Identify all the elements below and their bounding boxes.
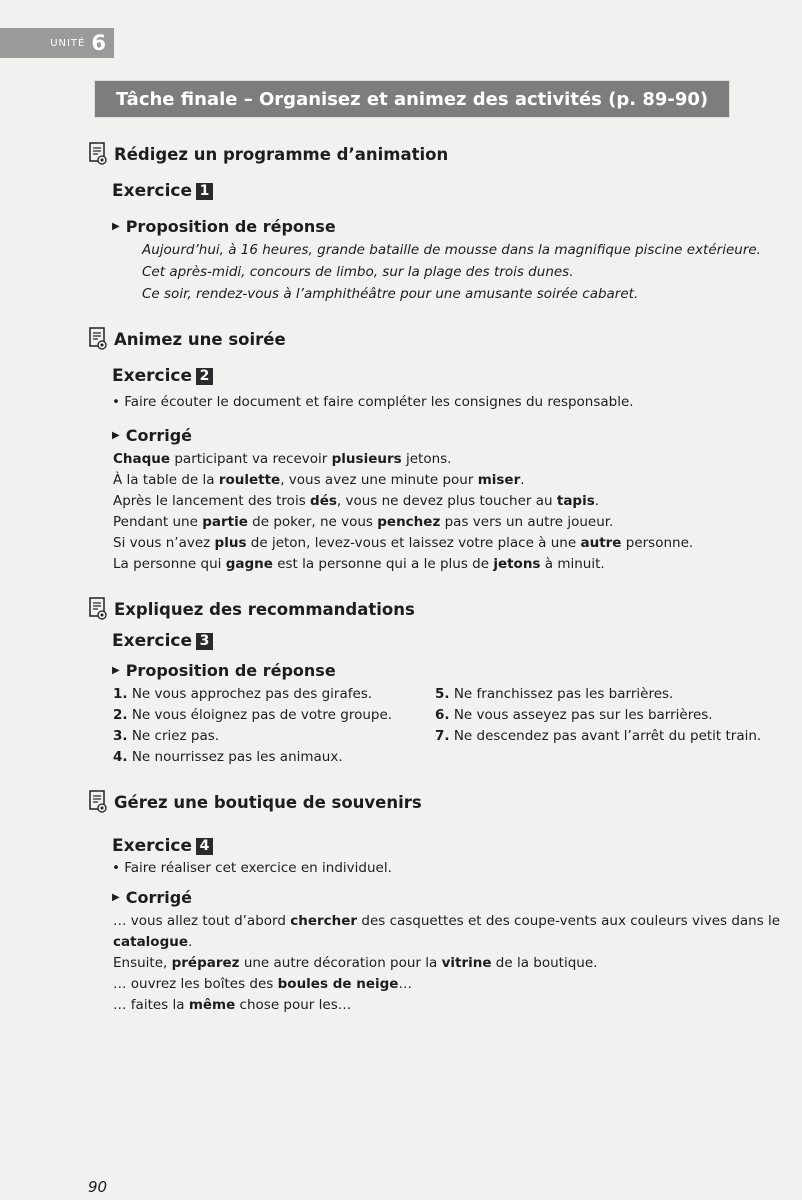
- subheading-text: Corrigé: [125, 426, 193, 445]
- exercise-number: 1: [196, 183, 213, 200]
- exercise-3-heading: [112, 631, 793, 651]
- text-line: Pendant une partie de poker, ne vous penchez pas vers un autre joueur.: [113, 514, 614, 530]
- exercise-1-heading: [112, 181, 793, 201]
- section-title-3: [88, 597, 793, 621]
- exercise-label: Exercice: [112, 366, 193, 386]
- list-item: 2. Ne vous éloignez pas de votre groupe.: [113, 707, 393, 723]
- document-icon: [88, 790, 108, 814]
- corrige-2-text: [113, 449, 793, 575]
- document-icon: [88, 597, 108, 621]
- subheading-corrige-2: [112, 426, 793, 445]
- document-icon: [88, 327, 108, 351]
- section-title-text: Expliquez des recommandations: [114, 599, 415, 619]
- recommendations-list: [113, 684, 793, 768]
- task-banner: Tâche finale – Organisez et animez des activités (p. 89-90): [94, 80, 730, 118]
- text-line: Si vous n’avez plus de jeton, levez-vous et laissez votre place à une autre personne.: [113, 535, 694, 551]
- subheading-text: Corrigé: [125, 888, 193, 907]
- triangle-right-icon: ▶: [112, 665, 120, 676]
- subheading-proposition-1: [112, 217, 793, 236]
- subheading-proposition-3: [112, 661, 793, 680]
- text-line: Cet après-midi, concours de limbo, sur la plage des trois dunes.: [142, 264, 574, 280]
- proposition-1-text: [142, 239, 793, 305]
- exercise-number: 4: [196, 838, 213, 855]
- instruction-bullet: • Faire réaliser cet exercice en individuel.: [112, 860, 392, 876]
- text-line: À la table de la roulette, vous avez une minute pour miser.: [113, 472, 525, 488]
- section-title-2: [88, 327, 793, 351]
- page-number: 90: [88, 1178, 108, 1196]
- list-item: 5. Ne franchissez pas les barrières.: [435, 686, 674, 702]
- document-icon: [88, 142, 108, 166]
- section-title-text: Animez une soirée: [114, 329, 286, 349]
- page-content: [88, 130, 793, 1016]
- subheading-text: Proposition de réponse: [125, 217, 336, 236]
- triangle-right-icon: ▶: [112, 892, 120, 903]
- section-title-4: [88, 790, 793, 814]
- list-item: 7. Ne descendez pas avant l’arrêt du petit train.: [435, 728, 762, 744]
- exercise-label: Exercice: [112, 631, 193, 651]
- instruction-bullet: • Faire écouter le document et faire compléter les consignes du responsable.: [112, 394, 634, 410]
- corrige-4-text: [113, 911, 793, 1016]
- text-line: … vous allez tout d’abord chercher des casquettes et des coupe-vents aux couleurs vives dans le catalogue.: [113, 913, 781, 950]
- section-title-text: Rédigez un programme d’animation: [114, 144, 449, 164]
- text-line: Aujourd’hui, à 16 heures, grande bataille de mousse dans la magnifique piscine extérieure.: [142, 242, 761, 258]
- list-item: 4. Ne nourrissez pas les animaux.: [113, 749, 343, 765]
- list-item: 1. Ne vous approchez pas des girafes.: [113, 686, 373, 702]
- list-item: 6. Ne vous asseyez pas sur les barrières.: [435, 707, 713, 723]
- section-title-1: [88, 142, 793, 166]
- list-column-right: [435, 684, 761, 768]
- exercise-2-heading: [112, 366, 793, 386]
- unit-tab: [0, 28, 114, 58]
- triangle-right-icon: ▶: [112, 221, 120, 232]
- subheading-corrige-4: [112, 888, 793, 907]
- list-item: 3. Ne criez pas.: [113, 728, 220, 744]
- text-line: … faites la même chose pour les…: [113, 997, 352, 1013]
- exercise-number: 3: [196, 633, 213, 650]
- text-line: Après le lancement des trois dés, vous ne devez plus toucher au tapis.: [113, 493, 600, 509]
- exercise-label: Exercice: [112, 836, 193, 856]
- subheading-text: Proposition de réponse: [125, 661, 336, 680]
- triangle-right-icon: ▶: [112, 430, 120, 441]
- text-line: Ce soir, rendez-vous à l’amphithéâtre pour une amusante soirée cabaret.: [142, 286, 639, 302]
- text-line: Ensuite, préparez une autre décoration pour la vitrine de la boutique.: [113, 955, 598, 971]
- exercise-4-heading: [112, 836, 793, 856]
- section-title-text: Gérez une boutique de souvenirs: [114, 792, 422, 812]
- text-line: … ouvrez les boîtes des boules de neige…: [113, 976, 412, 992]
- text-line: Chaque participant va recevoir plusieurs jetons.: [113, 451, 452, 467]
- unit-number: 6: [91, 31, 106, 55]
- exercise-number: 2: [196, 368, 213, 385]
- exercise-label: Exercice: [112, 181, 193, 201]
- unit-label: UNITÉ: [50, 37, 86, 49]
- list-column-left: [113, 684, 435, 768]
- text-line: La personne qui gagne est la personne qui a le plus de jetons à minuit.: [113, 556, 605, 572]
